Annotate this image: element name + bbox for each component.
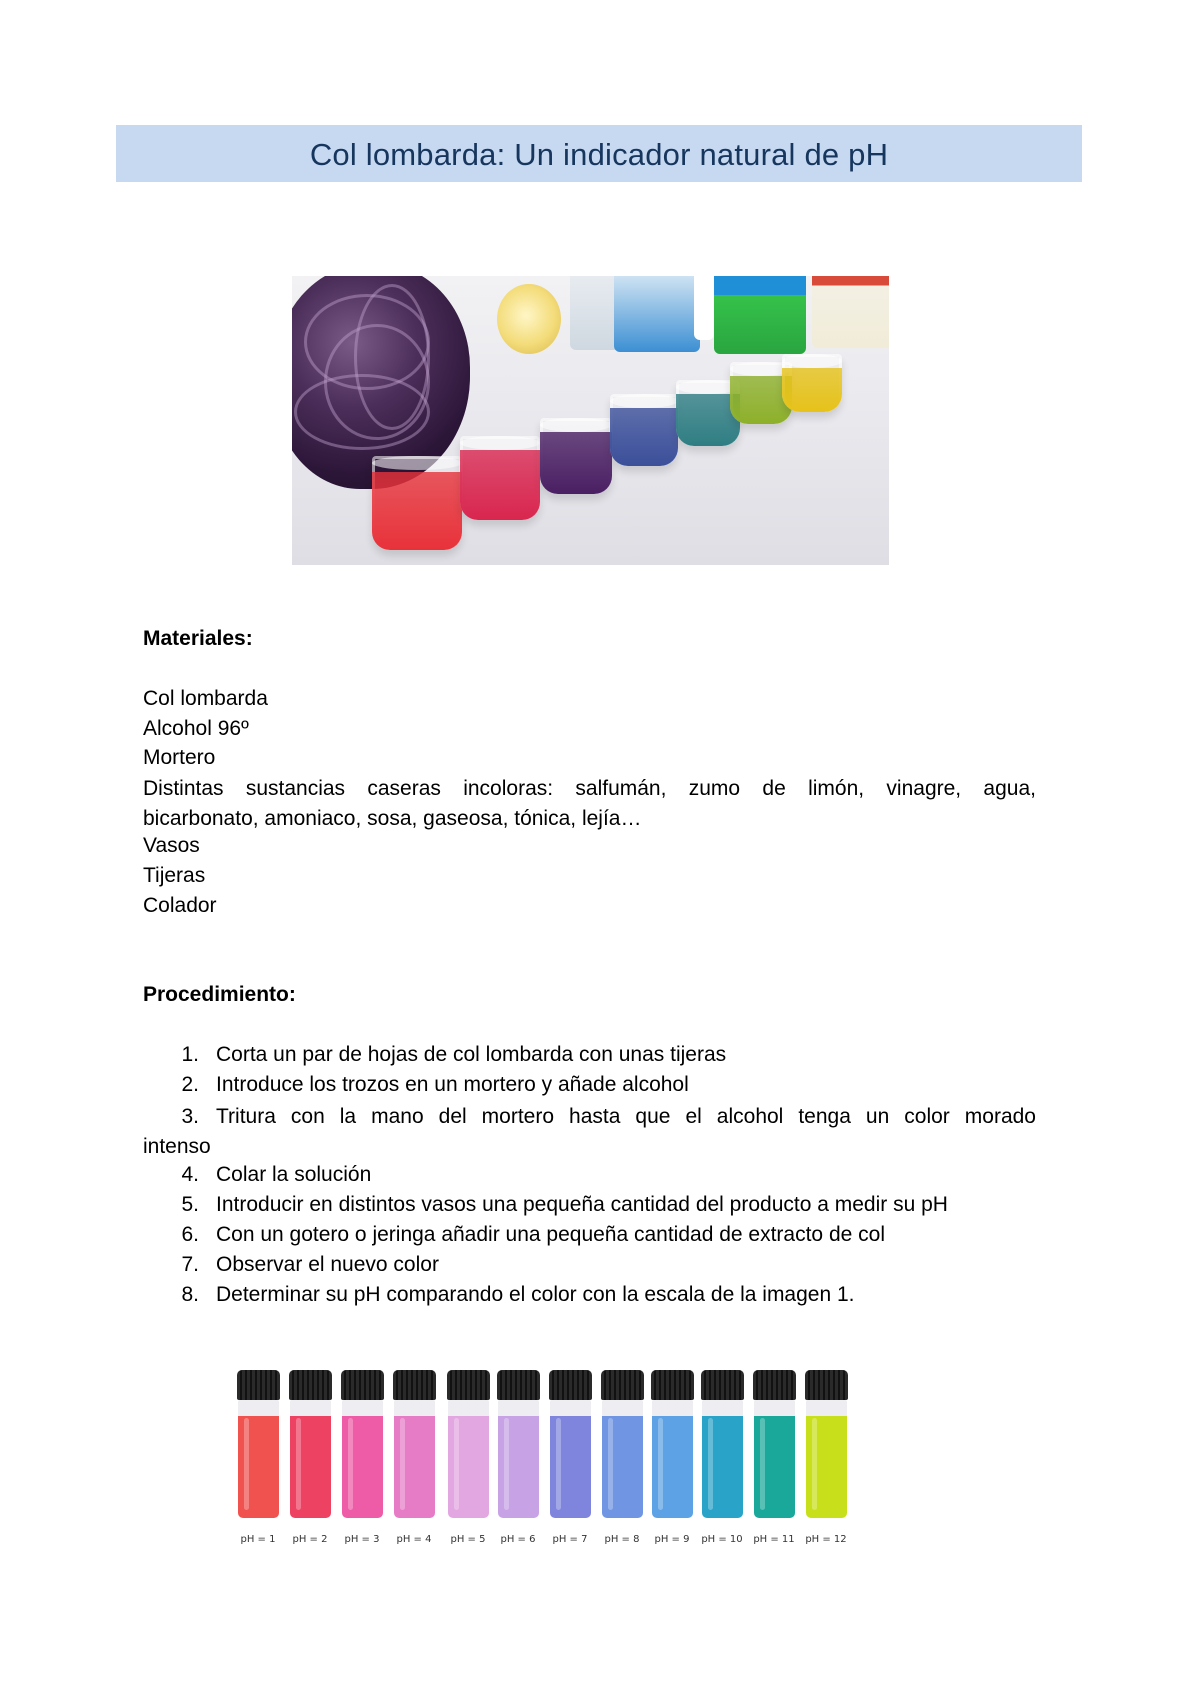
ph-label: pH = 8 (604, 1534, 640, 1545)
material-item: Vasos (143, 834, 200, 857)
step-number: 3. (181, 1105, 199, 1128)
step-text: Introducir en distintos vasos una pequeña cantidad del producto a medir su pH (216, 1193, 948, 1216)
vial-cap (289, 1370, 332, 1400)
ph-label: pH = 10 (701, 1534, 743, 1545)
vial-cap (753, 1370, 796, 1400)
procedure-heading: Procedimiento: (143, 983, 296, 1006)
glass-cup (782, 354, 842, 412)
bottle (614, 276, 700, 352)
bottle (694, 276, 714, 340)
glass-cup (610, 394, 678, 466)
vial-cap (549, 1370, 592, 1400)
material-item: Tijeras (143, 864, 206, 887)
step-text-line-2: intenso (143, 1135, 211, 1158)
materials-heading: Materiales: (143, 627, 253, 650)
material-item-substances (143, 774, 1036, 834)
vial-cap (447, 1370, 490, 1400)
ph-label: pH = 11 (753, 1534, 795, 1545)
ph-label: pH = 5 (450, 1534, 486, 1545)
step-text-line-1: Tritura con la mano del mortero hasta que el alcohol tenga un color morado (216, 1105, 1036, 1128)
cup-liquid (460, 450, 540, 520)
red-cabbage-indicator-photo (292, 276, 889, 565)
glass-cup (460, 436, 540, 520)
vial-cap (805, 1370, 848, 1400)
ph-label: pH = 1 (240, 1534, 276, 1545)
step-number: 5. (181, 1193, 199, 1216)
ph-label: pH = 7 (552, 1534, 588, 1545)
cup-liquid (610, 408, 678, 466)
vial-cap (341, 1370, 384, 1400)
lemon-half (497, 284, 561, 354)
ph-label: pH = 12 (805, 1534, 847, 1545)
vial-cap (601, 1370, 644, 1400)
ph-label: pH = 3 (344, 1534, 380, 1545)
cup-liquid (540, 432, 612, 494)
material-item: Col lombarda (143, 687, 268, 710)
step-text: Colar la solución (216, 1163, 372, 1186)
ph-label: pH = 6 (500, 1534, 536, 1545)
step-number: 6. (181, 1223, 199, 1246)
step-number: 8. (181, 1283, 199, 1306)
title-banner (116, 125, 1082, 182)
ph-color-scale (236, 1370, 876, 1560)
step-text: Observar el nuevo color (216, 1253, 439, 1276)
step-number: 7. (181, 1253, 199, 1276)
vial-cap (237, 1370, 280, 1400)
ph-label: pH = 9 (654, 1534, 690, 1545)
vial-cap (701, 1370, 744, 1400)
bottle (714, 276, 806, 354)
material-item: Mortero (143, 746, 216, 769)
cup-liquid (782, 368, 842, 412)
vial-cap (497, 1370, 540, 1400)
cup-liquid (372, 472, 462, 550)
ph-label: pH = 2 (292, 1534, 328, 1545)
step-text: Introduce los trozos en un mortero y añade alcohol (216, 1073, 689, 1096)
procedure-step (143, 1102, 1036, 1162)
step-number: 1. (181, 1043, 199, 1066)
material-item: Alcohol 96º (143, 717, 249, 740)
page-title: Col lombarda: Un indicador natural de pH (309, 136, 889, 172)
step-number: 2. (181, 1073, 199, 1096)
glass-cup (372, 456, 462, 550)
bottle (812, 276, 889, 348)
step-text: Determinar su pH comparando el color con la escala de la imagen 1. (216, 1283, 855, 1306)
step-text: Corta un par de hojas de col lombarda con unas tijeras (216, 1043, 727, 1066)
vial-cap (393, 1370, 436, 1400)
substances-line-1: Distintas sustancias caseras incoloras: salfumán, zumo de limón, vinagre, agua, (143, 777, 1036, 800)
vial-cap (651, 1370, 694, 1400)
step-text: Con un gotero o jeringa añadir una pequeña cantidad de extracto de col (216, 1223, 885, 1246)
glass-cup (540, 418, 612, 494)
step-number: 4. (181, 1163, 199, 1186)
material-item: Colador (143, 894, 217, 917)
ph-label: pH = 4 (396, 1534, 432, 1545)
substances-line-2: bicarbonato, amoniaco, sosa, gaseosa, tónica, lejía… (143, 807, 642, 830)
